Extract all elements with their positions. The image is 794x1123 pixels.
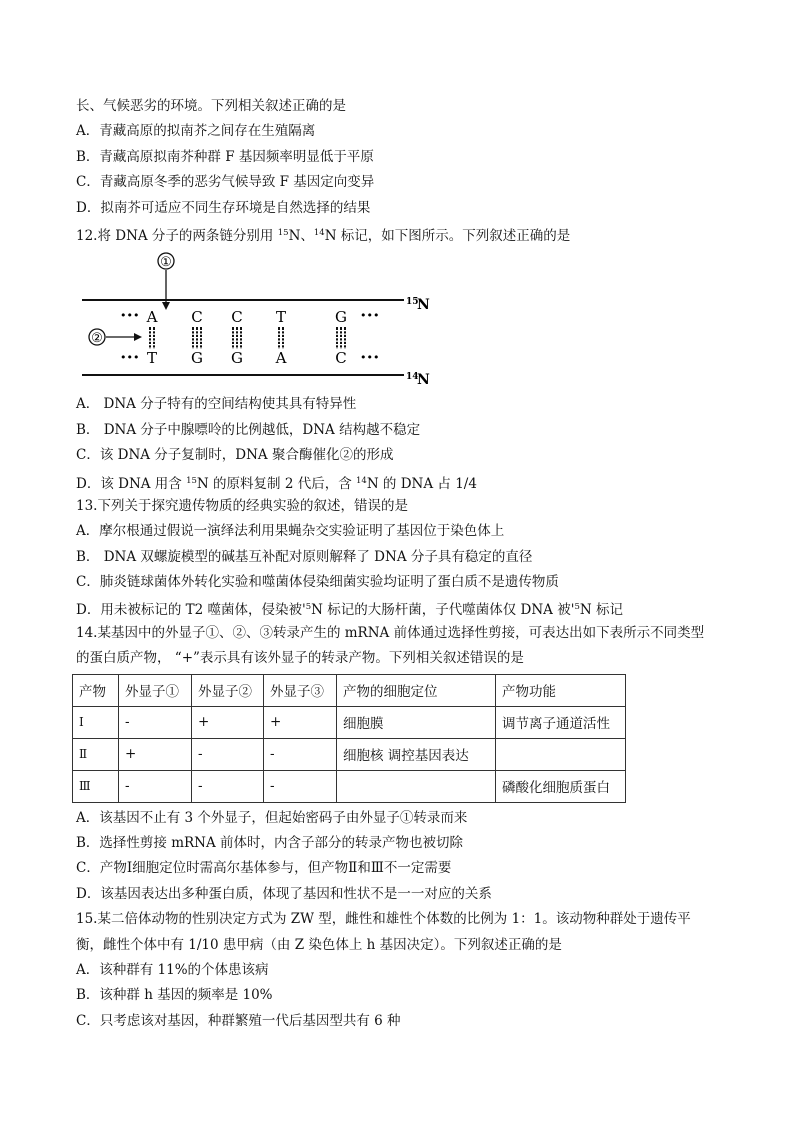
table-cell: 细胞核 调控基因表达 <box>337 738 496 770</box>
table-cell: 磷酸化细胞质蛋白 <box>496 770 626 802</box>
dna-diagram-svg <box>76 246 496 392</box>
base-top-3: C <box>231 308 243 327</box>
q12-option-d: D．该 DNA 用含 $^{15}$N 的原料复制 2 代后，含 $^{14}$N 的 DNA 占 1/4 <box>76 475 477 492</box>
hbond-dot-gaps <box>146 330 350 349</box>
base-bottom-3: G <box>231 349 243 368</box>
q11-stem-tail: 长、气候恶劣的环境。下列相关叙述正确的是 <box>76 98 346 114</box>
q13-option-c: C．肺炎链球菌体外转化实验和噬菌体侵染细菌实验均证明了蛋白质不是遗传物质 <box>76 574 559 591</box>
q14-option-d: D．该基因表达出多种蛋白质，体现了基因和性状不是一一对应的关系 <box>76 885 492 902</box>
exam-page <box>76 94 736 1034</box>
marker-1-arrowhead <box>162 302 170 310</box>
table-row <box>73 706 626 738</box>
base-top-4: T <box>275 308 287 327</box>
q12-stem: 12.将 DNA 分子的两条链分别用 $^{15}$N、$^{14}$N 标记，如下图所示。下列叙述正确的是 <box>76 227 571 244</box>
q15-option-a: A．该种群有 11%的个体患该病 <box>76 961 269 978</box>
table-cell: Ⅲ <box>73 770 119 802</box>
top-right-dots: ••• <box>360 309 380 323</box>
table-cell: - <box>119 770 192 802</box>
base-bottom-1: T <box>146 349 158 368</box>
q13-option-d: D．用未被标记的 T2 噬菌体，侵染被'$^5N$ 标记的大肠杆菌，子代噬菌体仅 DNA 被'$^5N$ 标记 <box>76 602 623 619</box>
q13-option-a: A．摩尔根通过假说一演绎法利用果蝇杂交实验证明了基因位于染色体上 <box>76 523 505 540</box>
base-top-5: G <box>335 308 347 327</box>
table-cell: Ⅱ <box>73 738 119 770</box>
base-bottom-4: A <box>275 349 287 368</box>
base-bottom-5: C <box>335 349 347 368</box>
q12-option-a: A． DNA 分子特有的空间结构使其具有特异性 <box>76 396 357 413</box>
q13-stem: 13.下列关于探究遗传物质的经典实验的叙述，错误的是 <box>76 497 408 514</box>
bottom-strand-label-sup: 14 <box>406 372 419 383</box>
table-cell: 调节离子通道活性 <box>496 706 626 738</box>
table-cell: + <box>192 706 264 738</box>
table-header-cell: 产物的细胞定位 <box>337 674 496 706</box>
marker-1-label: ① <box>160 255 172 271</box>
q11-option-d: D．拟南芥可适应不同生存环境是自然选择的结果 <box>76 199 371 216</box>
exon-product-table <box>72 674 626 803</box>
table-cell: - <box>192 770 264 802</box>
table-header-row <box>73 674 626 706</box>
table-header-cell: 外显子② <box>192 674 264 706</box>
q14-option-c: C．产物Ⅰ细胞定位时需高尔基体参与，但产物Ⅱ和Ⅲ不一定需要 <box>76 860 452 877</box>
q15-option-c: C．只考虑该对基因，种群繁殖一代后基因型共有 6 种 <box>76 1012 401 1029</box>
q15-option-b: B．该种群 h 基因的频率是 10% <box>76 987 273 1004</box>
base-top-2: C <box>191 308 203 327</box>
table-header-cell: 外显子① <box>119 674 192 706</box>
q11-option-a: A．青藏高原的拟南芥之间存在生殖隔离 <box>76 123 316 140</box>
table-header-cell: 产物功能 <box>496 674 626 706</box>
top-strand-label-sup: 15 <box>406 297 419 308</box>
q11-option-b: B．青藏高原拟南芥种群 F 基因频率明显低于平原 <box>76 148 374 165</box>
q13-option-b: B． DNA 双螺旋模型的碱基互补配对原则解释了 DNA 分子具有稳定的直径 <box>76 548 533 565</box>
q14-option-a: A．该基因不止有 3 个外显子，但起始密码子由外显子①转录而来 <box>76 809 468 826</box>
table-cell: + <box>119 738 192 770</box>
table-cell: - <box>264 770 337 802</box>
marker-2-arrowhead <box>134 333 142 341</box>
marker-2-label: ② <box>91 331 103 347</box>
table-cell: I <box>73 706 119 738</box>
table-header-cell: 外显子③ <box>264 674 337 706</box>
table-cell: - <box>192 738 264 770</box>
table-cell <box>337 770 496 802</box>
q15-stem-line-1: 15.某二倍体动物的性别决定方式为 ZW 型，雌性和雄性个体数的比例为 1：1。该动物种群处于遗传平 <box>76 911 691 928</box>
top-left-dots: ••• <box>120 309 140 323</box>
q14-stem-line-1: 14.某基因中的外显子①、②、③转录产生的 mRNA 前体通过选择性剪接，可表达出如下表所示不同类型 <box>76 624 705 641</box>
bottom-left-dots: ••• <box>120 351 140 365</box>
table-cell: - <box>119 706 192 738</box>
bottom-strand-label-n: N <box>417 372 430 389</box>
table-cell: - <box>264 738 337 770</box>
table-row <box>73 738 626 770</box>
q14-stem-line-2: 的蛋白质产物， “+”表示具有该外显子的转录产物。下列相关叙述错误的是 <box>76 650 524 667</box>
table-cell: + <box>264 706 337 738</box>
q15-stem-line-2: 衡，雌性个体中有 1/10 患甲病（由 Z 染色体上 h 基因决定）。下列叙述正确的是 <box>76 936 562 953</box>
table-row <box>73 770 626 802</box>
q12-option-c: C．该 DNA 分子复制时，DNA 聚合酶催化②的形成 <box>76 447 394 464</box>
q14-option-b: B．选择性剪接 mRNA 前体时，内含子部分的转录产物也被切除 <box>76 835 464 852</box>
q12-option-b: B． DNA 分子中腺嘌呤的比例越低，DNA 结构越不稳定 <box>76 421 421 438</box>
top-strand-label-n: N <box>417 297 430 314</box>
table-header-cell: 产物 <box>73 674 119 706</box>
dna-strand-diagram <box>76 246 736 392</box>
table-cell <box>496 738 626 770</box>
base-top-1: A <box>146 308 158 327</box>
q11-option-c: C．青藏高原冬季的恶劣气候导致 F 基因定向变异 <box>76 174 375 191</box>
bottom-right-dots: ••• <box>360 351 380 365</box>
base-bottom-2: G <box>191 349 203 368</box>
table-cell: 细胞膜 <box>337 706 496 738</box>
